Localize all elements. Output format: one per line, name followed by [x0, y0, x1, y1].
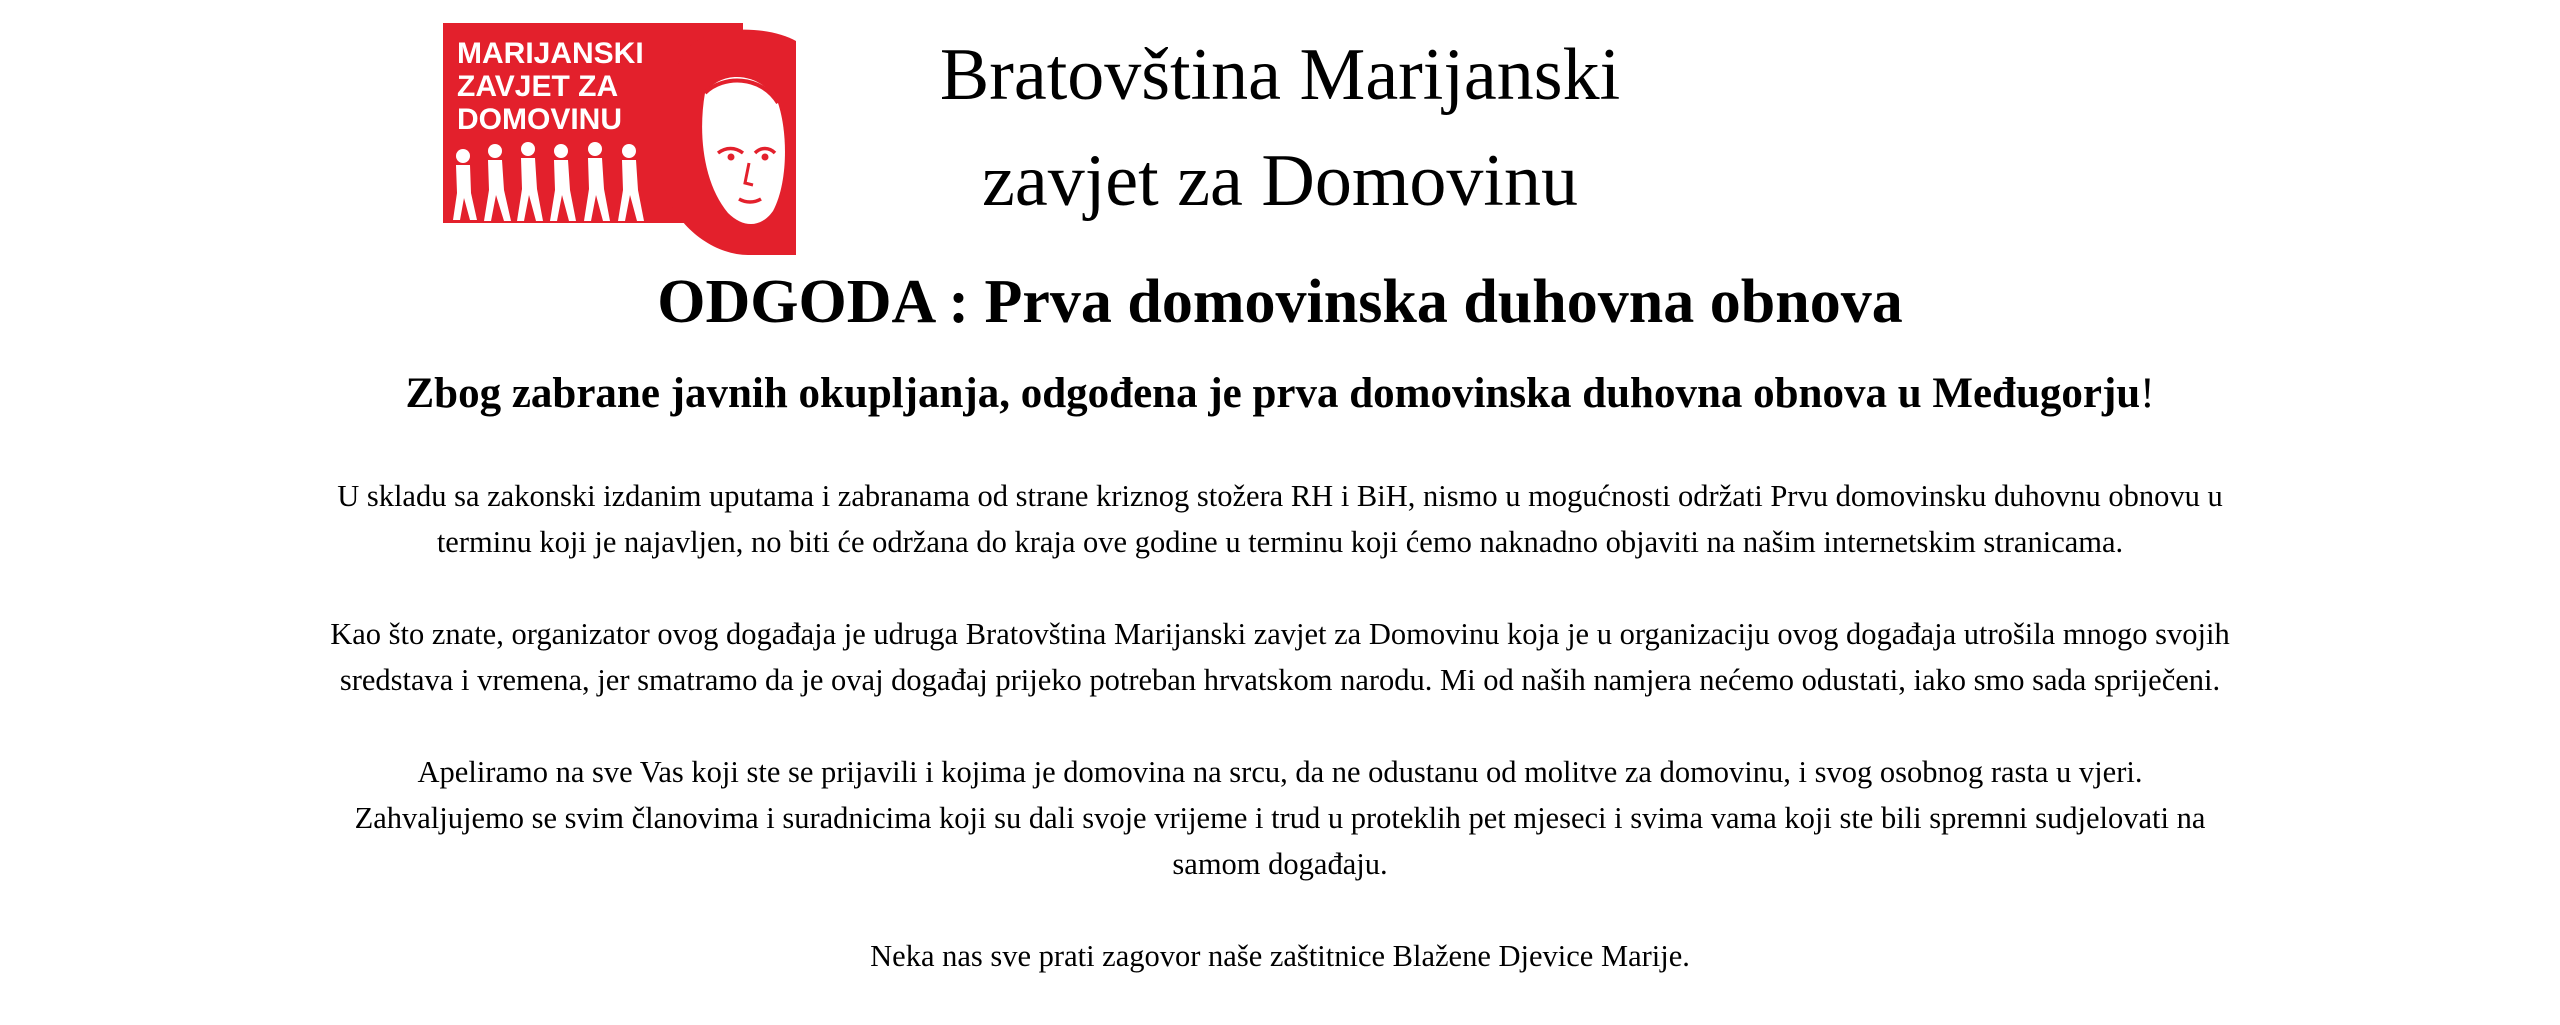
logo-graphic	[443, 23, 796, 255]
paragraph-organizer	[250, 611, 2310, 703]
paragraph-line: Apeliramo na sve Vas koji ste se prijavili i kojima je domovina na srcu, da ne odustanu od molitve za domovinu, i svog osobnog rasta u vjeri.	[417, 755, 2143, 789]
logo-text-line-1: MARIJANSKI	[457, 37, 644, 70]
paragraph-postponement	[250, 473, 2310, 565]
paragraph-line: sredstava i vremena, jer smatramo da je ovaj događaj prijeko potreban hrvatskom narodu. Mi od naših namjera nećemo odustati, iako smo sada spriječeni.	[339, 663, 2221, 697]
logo-text-line-2: ZAVJET ZA	[457, 70, 619, 103]
marijanski-zavjet-logo[interactable]	[443, 23, 796, 255]
page-headline: ODGODA : Prva domovinska duhovna obnova	[657, 268, 1903, 336]
paragraph-line: Zahvaljujemo se svim članovima i suradnicima koji su dali svoje vrijeme i trud u proteklih pet mjeseci i svima vama koji ste bili spremni sudjelovati na	[354, 801, 2206, 835]
subheadline-punctuation: !	[2140, 370, 2155, 417]
site-title-line-2: zavjet za Domovinu	[982, 140, 1578, 222]
paragraph-line: terminu koji je najavljen, no biti će održana do kraja ove godine u terminu koji ćemo naknadno objaviti na našim internetskim stranicama.	[436, 525, 2124, 559]
paragraph-line: U skladu sa zakonski izdanim uputama i zabranama od strane kriznog stožera RH i BiH, nismo u mogućnosti održati Prvu domovinsku duhovnu obnovu u	[337, 479, 2223, 513]
subheadline-text: Zbog zabrane javnih okupljanja, odgođena je prva domovinska duhovna obnova u Međugorju	[405, 370, 2141, 417]
page-subheadline	[0, 363, 2560, 425]
paragraph-line: Kao što znate, organizator ovog događaja je udruga Bratovština Marijanski zavjet za Domovinu koja je u organizaciju ovog događaja utrošila mnogo svojih	[330, 617, 2230, 651]
site-title-line-1: Bratovština Marijanski	[939, 34, 1621, 116]
paragraph-line: samom događaju.	[1172, 847, 1388, 881]
paragraph-line: Neka nas sve prati zagovor naše zaštitnice Blažene Djevice Marije.	[870, 939, 1690, 973]
announcement-body	[250, 473, 2310, 1025]
page-header	[0, 0, 2560, 255]
paragraph-appeal	[250, 749, 2310, 887]
logo-text-line-3: DOMOVINU	[457, 103, 622, 136]
site-title	[880, 22, 1680, 234]
paragraph-blessing	[250, 933, 2310, 979]
